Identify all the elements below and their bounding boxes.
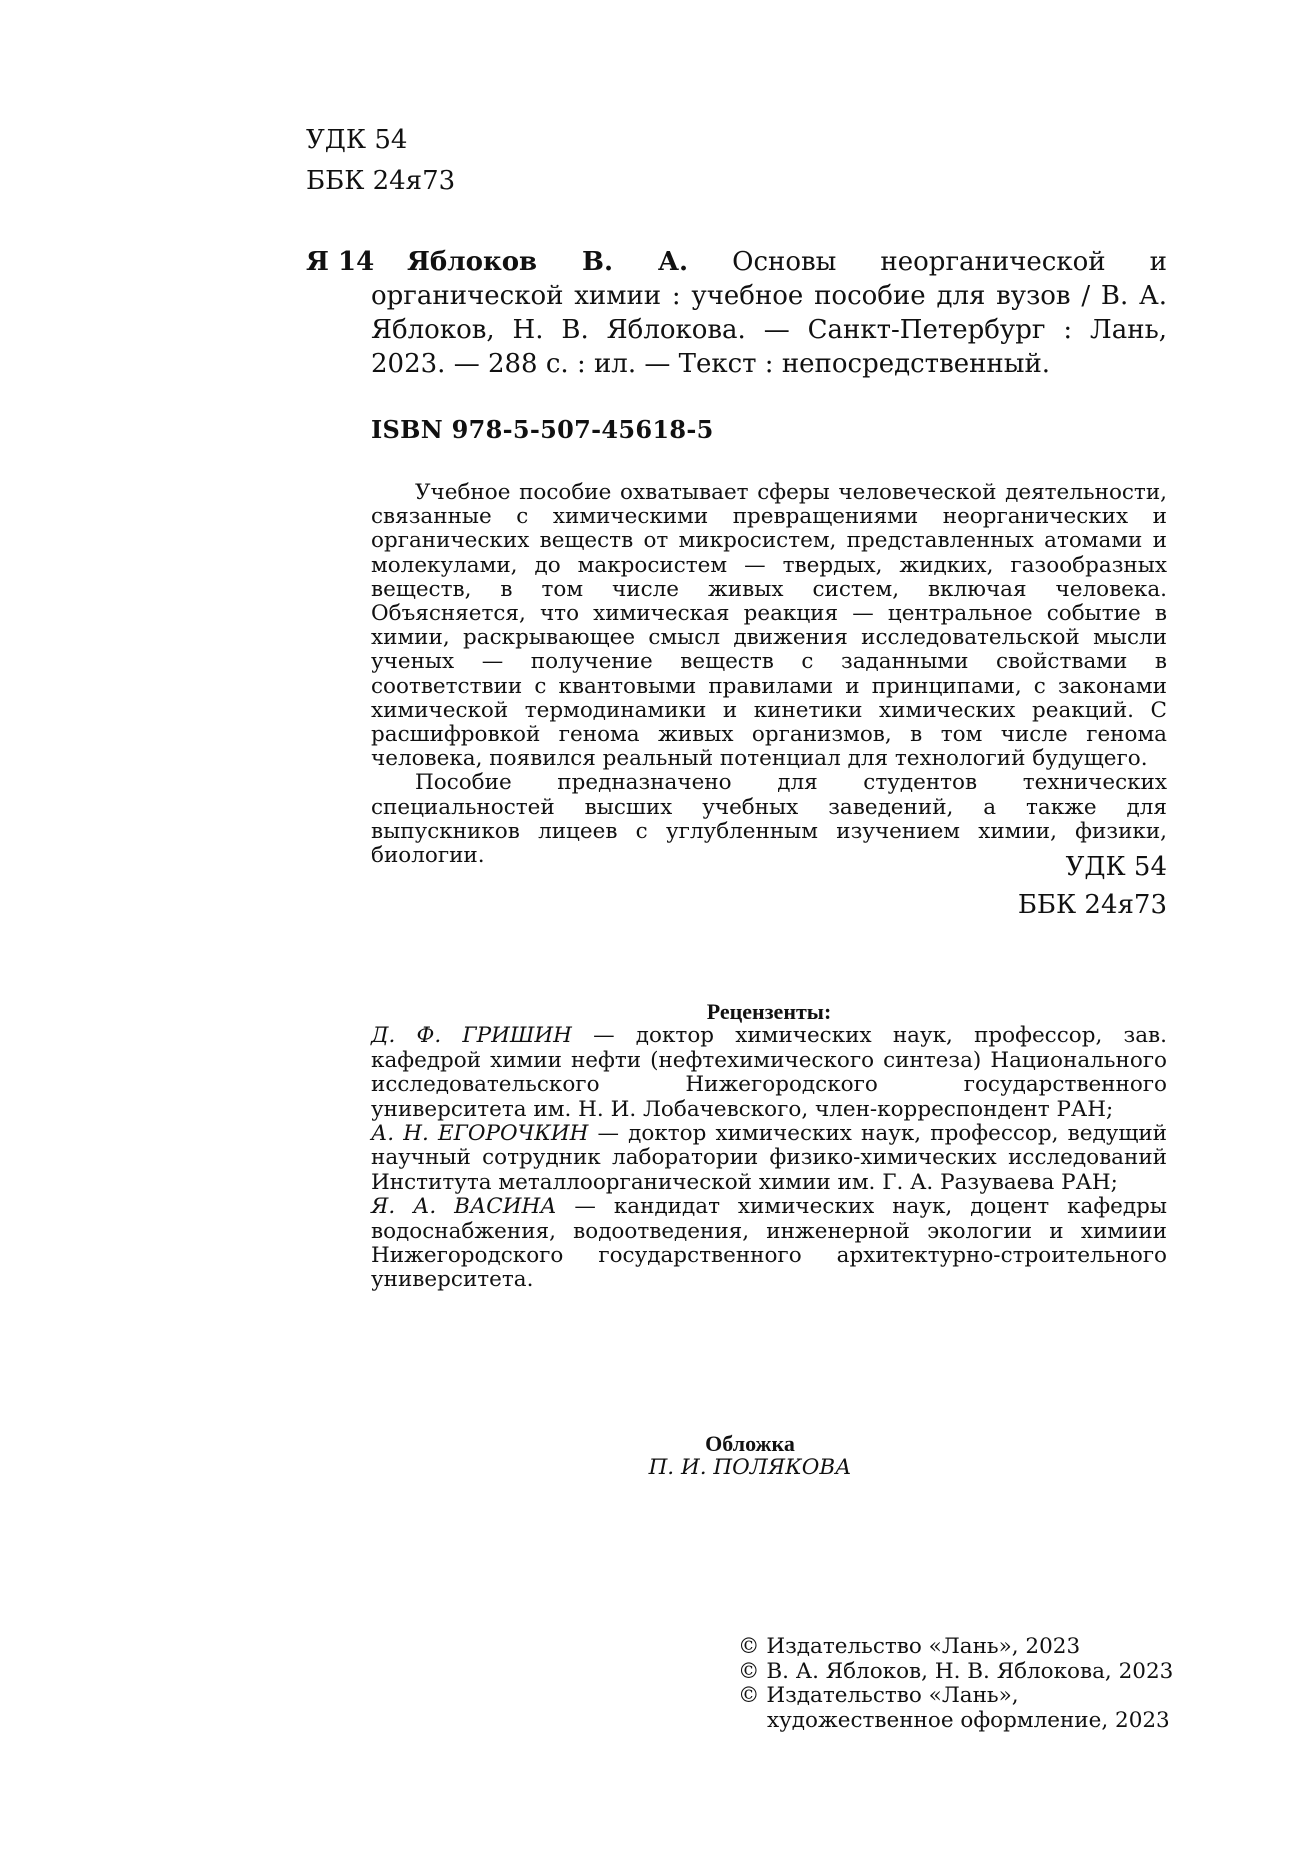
cover-designer: П. И. ПОЛЯКОВА [648,1455,852,1480]
annotation-paragraph: Учебное пособие охватывает сферы человеческой деятельности, связанные с химическими превращениями неорганических и органических веществ от микросистем, представленных атомами и молекулами, до макросистем — твердых, жидких, газообразных веществ, в том числе живых систем, включая человека. Объясняется, что химическая реакция — центральное событие в химии, раскрывающее смысл движения исследовательской мысли ученых — получение веществ с заданными свойствами в соответствии с квантовыми правилами и принципами, с законами химической термодинамики и кинетики химических реакций. С расшифровкой генома живых организмов, в том числе генома человека, появился реальный потенциал для технологий будущего. [371,480,1167,772]
reviewer-name: Д. Ф. ГРИШИН [371,1023,572,1049]
cover-label: Обложка [705,1431,795,1456]
cover-credit [600,1432,900,1480]
udk-code: УДК 54 [1065,852,1167,882]
reviewer-entry [371,1122,1167,1195]
reviewer-entry [371,1024,1167,1122]
copyright-line: художественное оформление, 2023 [767,1707,1170,1733]
bibliographic-description [371,245,1167,381]
isbn: ISBN 978-5-507-45618-5 [371,415,714,444]
udk-code: УДК 54 [306,125,408,155]
shelf-mark: Я 14 [306,247,375,277]
reviewers-section [371,1000,1167,1293]
reviewer-details: — доктор химических наук, профессор, зав. кафедрой химии нефти (нефтехимического синтеза) Национального исследовательского Нижегородского государственного университета им. Н. И. Лобачевского, член-корреспондент РАН; [371,1023,1167,1122]
udc-block-top [306,120,455,202]
copyright-line: © В. А. Яблоков, Н. В. Яблокова, 2023 [738,1658,1174,1684]
copyright-line: © Издательство «Лань», [738,1683,1019,1709]
reviewer-name: Я. А. ВАСИНА [371,1194,557,1220]
annotation-paragraph: Пособие предназначено для студентов технических специальностей высших учебных заведений, а также для выпускников лицеев с углубленным изучением химии, физики, биологии. [371,770,1167,869]
reviewer-name: А. Н. ЕГОРОЧКИН [371,1121,589,1147]
copyright-line: © Издательство «Лань», 2023 [738,1634,1081,1659]
reviewer-entry [371,1195,1167,1293]
udc-block-bottom [1018,848,1167,924]
reviewer-details: — кандидат химических наук, доцент кафедры водоснабжения, водоотведения, инженерной экологии и химиии Нижегородского государственного архитектурно-строительного университета. [371,1194,1167,1293]
reviewers-heading: Рецензенты: [706,999,832,1024]
copyright-block [738,1635,1173,1733]
description-text: Основы неорганической и органической химии : учебное пособие для вузов / В. А. Яблоков, Н. В. Яблокова. — Санкт-Петербург : Лань, 2023. — 288 с. : ил. — Текст : непосредственный. [371,247,1167,379]
author-name: Яблоков В. А. [407,247,689,277]
bbk-code: ББК 24я73 [306,166,456,196]
bbk-code: ББК 24я73 [1017,890,1167,920]
reviewer-details: — доктор химических наук, профессор, ведущий научный сотрудник лаборатории физико-химических исследований Института металлоорганической химии им. Г. А. Разуваева РАН; [371,1121,1167,1195]
annotation [371,481,1167,868]
